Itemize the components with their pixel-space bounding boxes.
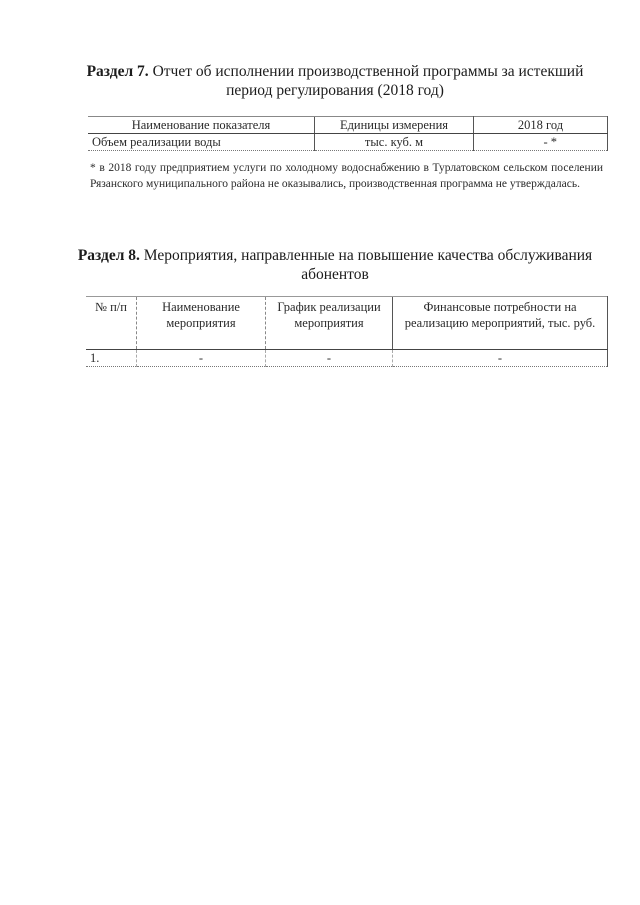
header-financial-needs: Финансовые потребности на реализацию мероприятий, тыс. руб.	[393, 297, 608, 350]
header-schedule: График реализации мероприятия	[266, 297, 393, 350]
table-row	[88, 134, 608, 151]
header-indicator-name: Наименование показателя	[88, 117, 315, 134]
cell-units: тыс. куб. м	[315, 134, 474, 151]
table-header-row	[86, 297, 608, 350]
table-header-row	[88, 117, 608, 134]
section-7-table	[88, 116, 608, 151]
cell-measure-name: -	[137, 350, 266, 367]
section-7-title: Отчет об исполнении производственной программы за истекший период регулирования (2018 год)	[148, 63, 584, 99]
section-8-table	[86, 296, 608, 367]
section-7-footnote: * в 2018 году предприятием услуги по холодному водоснабжению в Турлатовском сельском поселении Рязанского муниципального района не оказывались, производственная программа не утверждалась.	[90, 162, 603, 190]
section-7-number: Раздел 7.	[86, 63, 149, 80]
cell-year-value: - *	[474, 134, 608, 151]
table-row	[86, 350, 608, 367]
header-units: Единицы измерения	[315, 117, 474, 134]
cell-schedule: -	[266, 350, 393, 367]
header-year: 2018 год	[474, 117, 608, 134]
header-number: № п/п	[86, 297, 137, 350]
header-measure-name: Наименование мероприятия	[137, 297, 266, 350]
section-8-title: Мероприятия, направленные на повышение качества обслуживания абонентов	[139, 247, 593, 283]
section-8-heading	[70, 246, 600, 284]
cell-number: 1.	[86, 350, 137, 367]
cell-indicator-name: Объем реализации воды	[88, 134, 315, 151]
section-7-heading	[70, 62, 600, 100]
section-8-number: Раздел 8.	[77, 247, 140, 264]
cell-financial-needs: -	[393, 350, 608, 367]
